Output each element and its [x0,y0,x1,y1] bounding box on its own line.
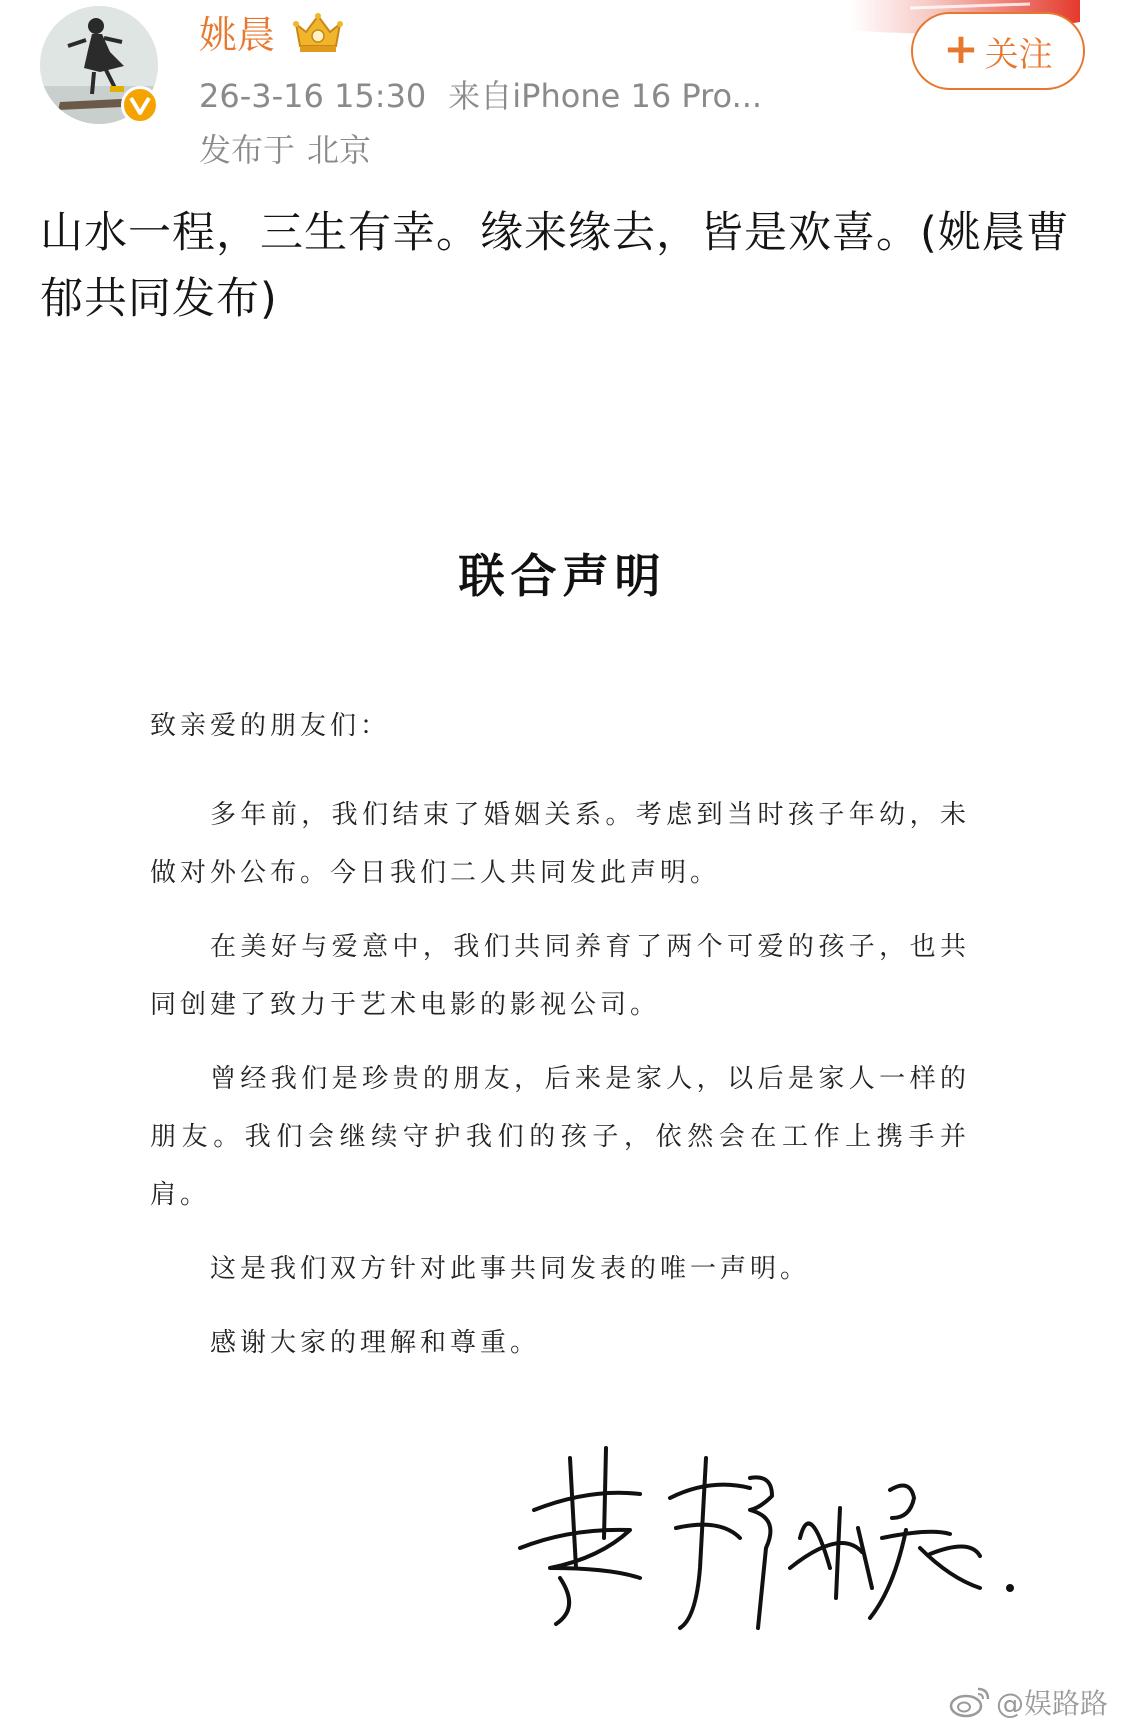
plus-icon: + [943,24,979,73]
statement-greeting: 致亲爱的朋友们： [150,711,391,741]
post-location [199,126,371,174]
statement-paragraph: 曾经我们是珍贵的朋友，后来是家人，以后是家人一样的朋友。我们会继续守护我们的孩子，依然会在工作上携手并肩。 [150,1064,970,1210]
location-prefix: 发布于 [199,131,296,169]
statement-title: 联合声明 [458,549,667,603]
post-source[interactable]: 来自iPhone 16 Pro... [448,77,763,115]
post-header [0,0,1125,170]
statement-paragraph: 这是我们双方针对此事共同发表的唯一声明。 [210,1254,811,1284]
statement-paragraph: 感谢大家的理解和尊重。 [210,1328,541,1358]
location-name: 北京 [307,131,372,169]
verified-v-icon [121,86,159,124]
statement-paragraph: 在美好与爱意中，我们共同养育了两个可爱的孩子，也共同创建了致力于艺术电影的影视公司。 [150,932,970,1020]
statement-body [150,706,970,1388]
weibo-logo-icon [948,1685,992,1719]
post-timestamp: 26-3-16 15:30 [199,77,427,115]
crown-badge-icon[interactable] [290,10,346,56]
statement-paragraph: 多年前，我们结束了婚姻关系。考虑到当时孩子年幼，未做对外公布。今日我们二人共同发此声明。 [150,800,970,888]
signature [510,1418,1030,1648]
username[interactable]: 姚晨 [199,13,276,57]
follow-label: 关注 [984,34,1053,75]
statement-image[interactable] [0,360,1125,1723]
post-meta [199,72,762,120]
watermark [948,1682,1108,1722]
follow-button[interactable] [911,12,1085,90]
watermark-text: @娱路路 [996,1687,1109,1720]
post-text: 山水一程，三生有幸。缘来缘去，皆是欢喜。(姚晨曹郁共同发布) [40,208,1070,324]
